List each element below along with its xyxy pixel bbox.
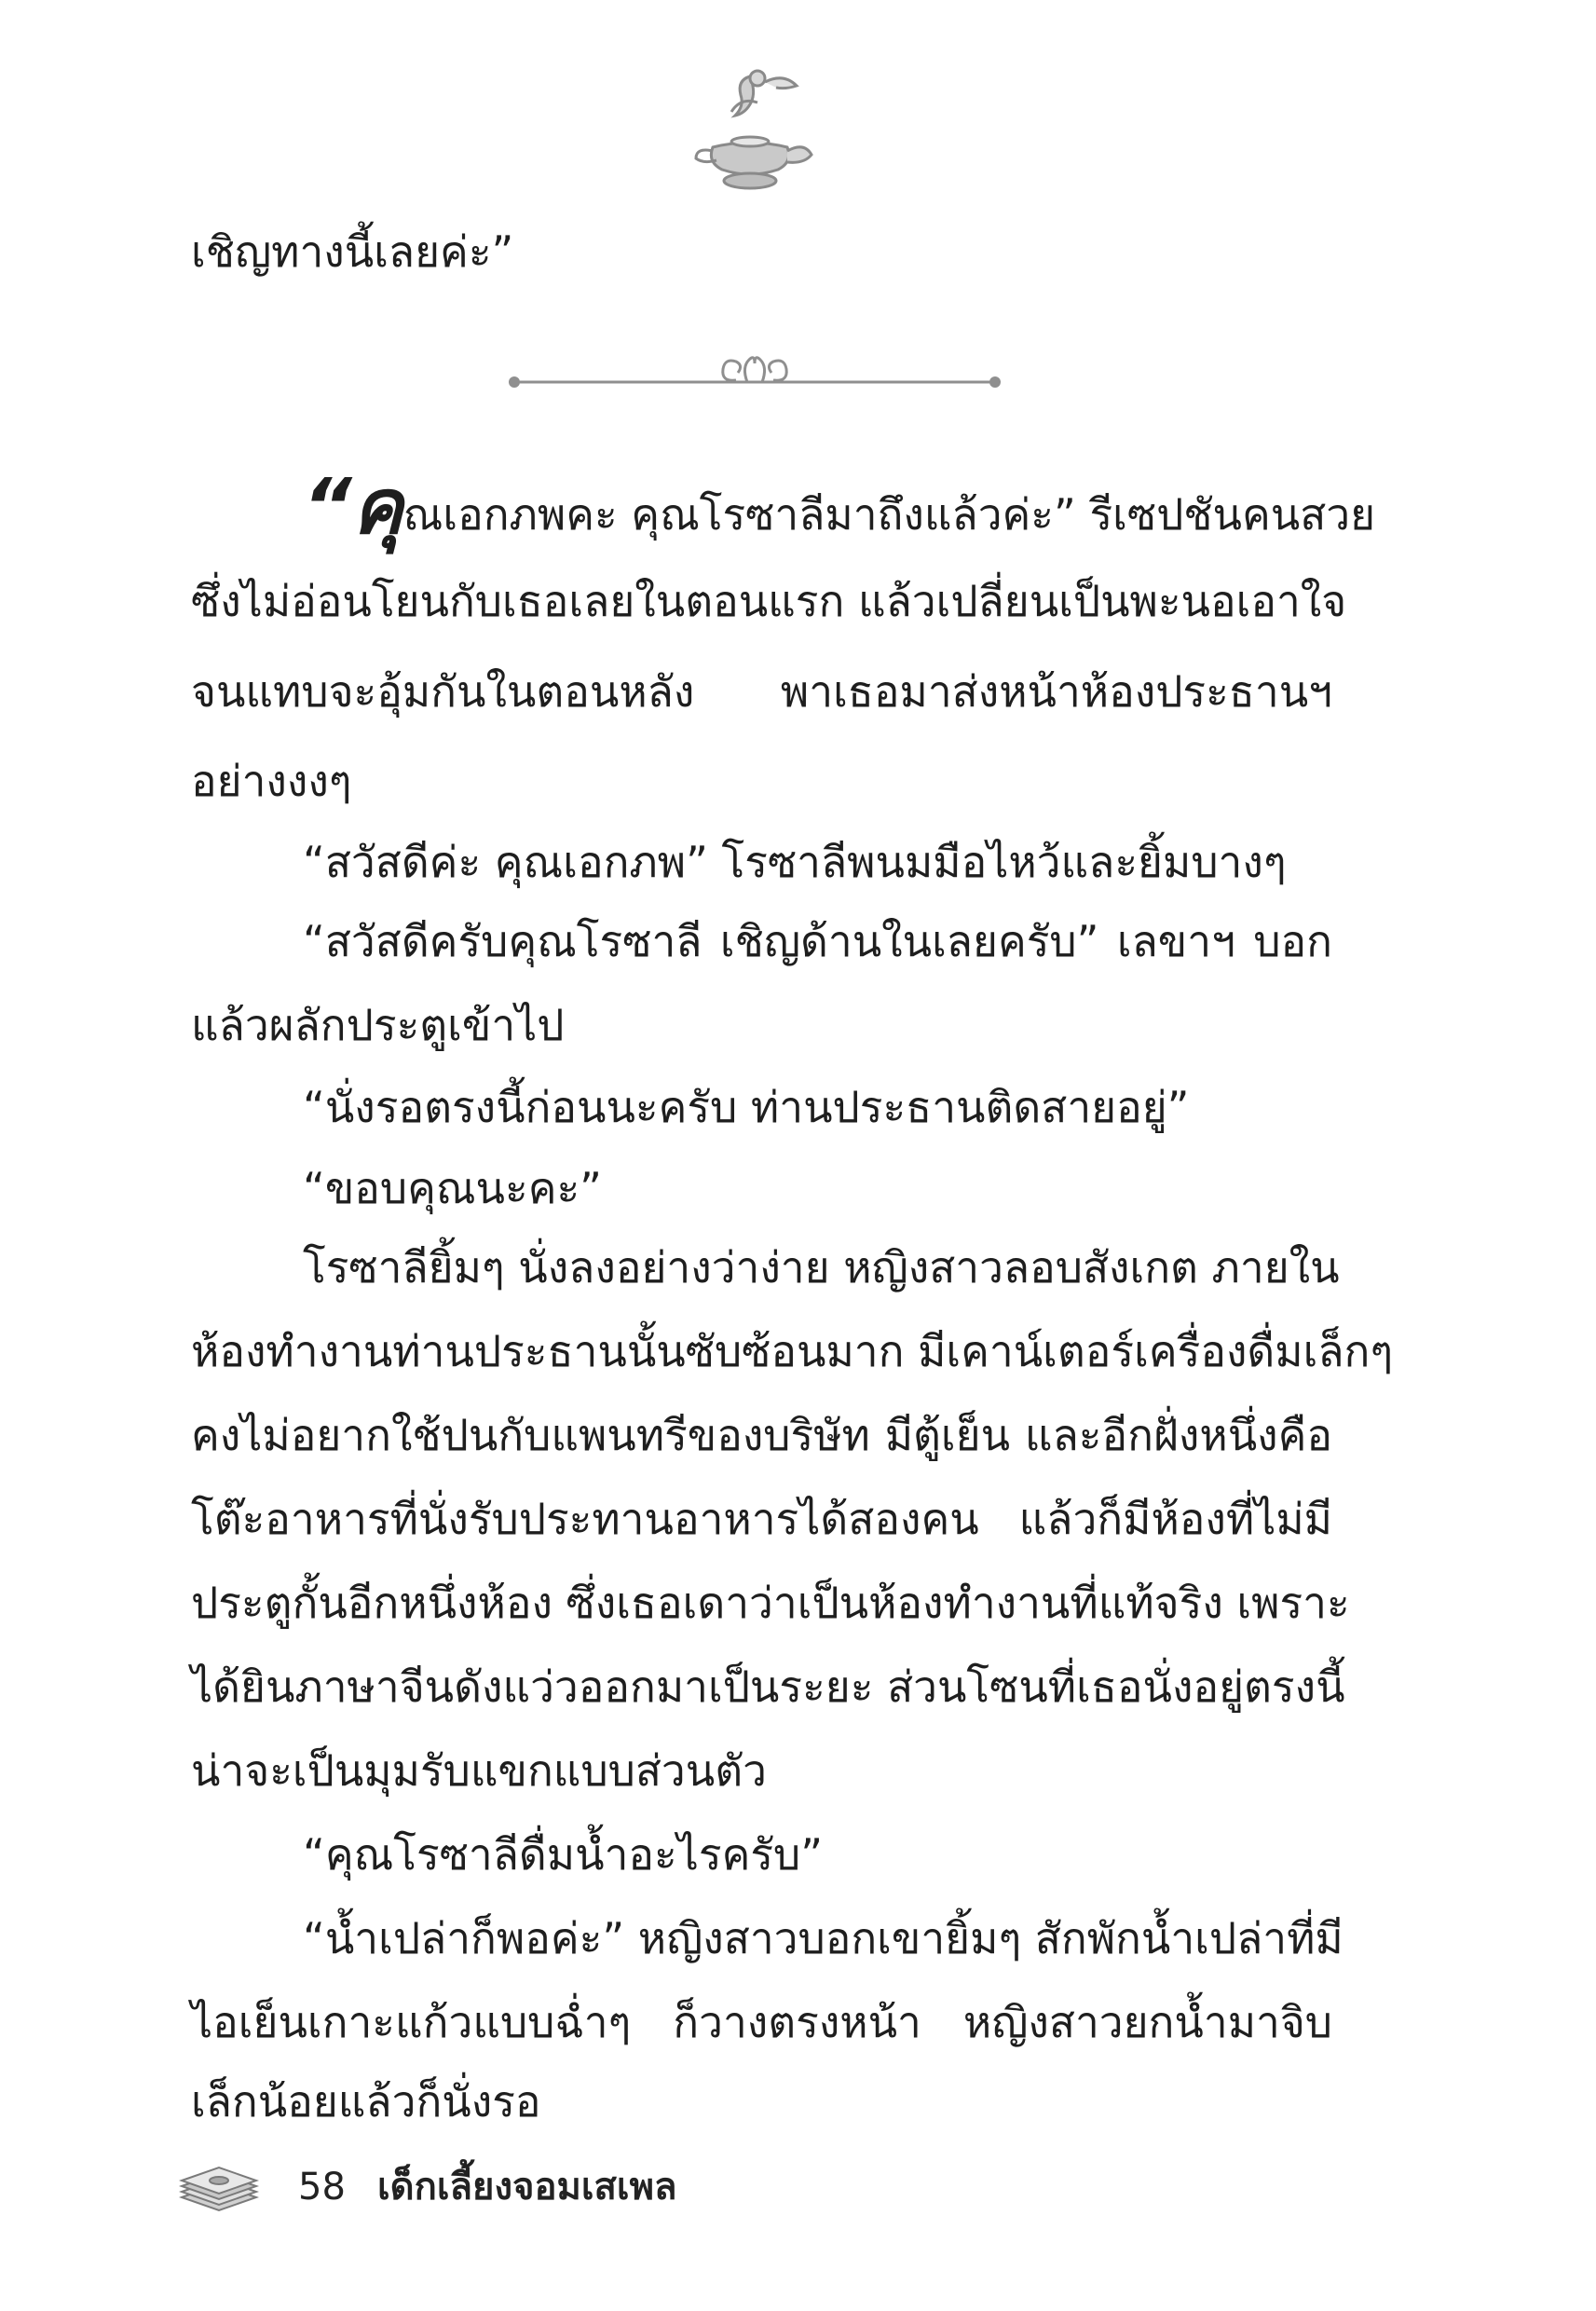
dialogue-line: “น้ำเปล่าก็พอค่ะ” หญิงสาวบอกเขายิ้มๆ สักพักน้ำเปล่าที่มี bbox=[303, 1913, 1344, 1963]
dialogue-line: “สวัสดีครับคุณโรซาลี เชิญด้านในเลยครับ” เลขาฯ บอก bbox=[303, 916, 1332, 966]
opening-line: เชิญทางนี้เลยค่ะ” bbox=[191, 226, 514, 277]
paragraph-line: ไอเย็นเกาะแก้วแบบฉ่ำๆ ก็วางตรงหน้า หญิงสาวยกน้ำมาจิบ bbox=[191, 1997, 1332, 2047]
paragraph-line-text: ณเอกภพคะ คุณโรซาลีมาถึงแล้วค่ะ” รีเซปชันคนสวย bbox=[402, 489, 1376, 540]
paragraph-line bbox=[303, 463, 1376, 552]
paragraph-line: น่าจะเป็นมุมรับแขกแบบส่วนตัว bbox=[191, 1745, 767, 1796]
paragraph-line: จนแทบจะอุ้มกันในตอนหลัง พาเธอมาส่งหน้าห้องประธานฯ bbox=[191, 666, 1332, 717]
genie-lamp-icon bbox=[694, 58, 815, 198]
dialogue-line: “นั่งรอตรงนี้ก่อนนะครับ ท่านประธานติดสายอยู่” bbox=[303, 1082, 1190, 1132]
paragraph-line: ประตูกั้นอีกหนึ่งห้อง ซึ่งเธอเดาว่าเป็นห้องทำงานที่แท้จริง เพราะ bbox=[191, 1578, 1350, 1628]
dialogue-line: “คุณโรซาลีดื่มน้ำอะไรครับ” bbox=[303, 1829, 824, 1880]
money-stack-icon bbox=[177, 2160, 261, 2216]
book-title: เด็กเลี้ยงจอมเสเพล bbox=[377, 2166, 677, 2208]
scroll-ornament-divider-icon bbox=[503, 347, 1006, 403]
dialogue-line: “ขอบคุณนะคะ” bbox=[303, 1163, 603, 1213]
paragraph-line: อย่างงงๆ bbox=[191, 756, 352, 806]
dialogue-line: “สวัสดีค่ะ คุณเอกภพ” โรซาลีพนมมือไหว้และยิ้มบางๆ bbox=[303, 837, 1287, 887]
paragraph-line: คงไม่อยากใช้ปนกับแพนทรีของบริษัท มีตู้เย็น และอีกฝั่งหนึ่งคือ bbox=[191, 1410, 1332, 1460]
paragraph-line: โต๊ะอาหารที่นั่งรับประทานอาหารได้สองคน แล้วก็มีห้องที่ไม่มี bbox=[191, 1494, 1332, 1544]
paragraph-line: แล้วผลักประตูเข้าไป bbox=[191, 1000, 565, 1050]
page-number: 58 bbox=[298, 2166, 346, 2208]
paragraph-line: โรซาลียิ้มๆ นั่งลงอย่างว่าง่าย หญิงสาวลอบสังเกต ภายใน bbox=[303, 1242, 1340, 1292]
paragraph-line: ได้ยินภาษาจีนดังแว่วออกมาเป็นระยะ ส่วนโซนที่เธอนั่งอยู่ตรงนี้ bbox=[191, 1661, 1345, 1712]
dropcap: “คุ bbox=[303, 463, 403, 552]
paragraph-line: ซึ่งไม่อ่อนโยนกับเธอเลยในตอนแรก แล้วเปลี่ยนเป็นพะนอเอาใจ bbox=[191, 576, 1347, 626]
paragraph-line: ห้องทำงานท่านประธานนั้นซับซ้อนมาก มีเคาน์เตอร์เครื่องดื่มเล็กๆ bbox=[191, 1326, 1394, 1376]
paragraph-line: เล็กน้อยแล้วก็นั่งรอ bbox=[191, 2076, 541, 2126]
